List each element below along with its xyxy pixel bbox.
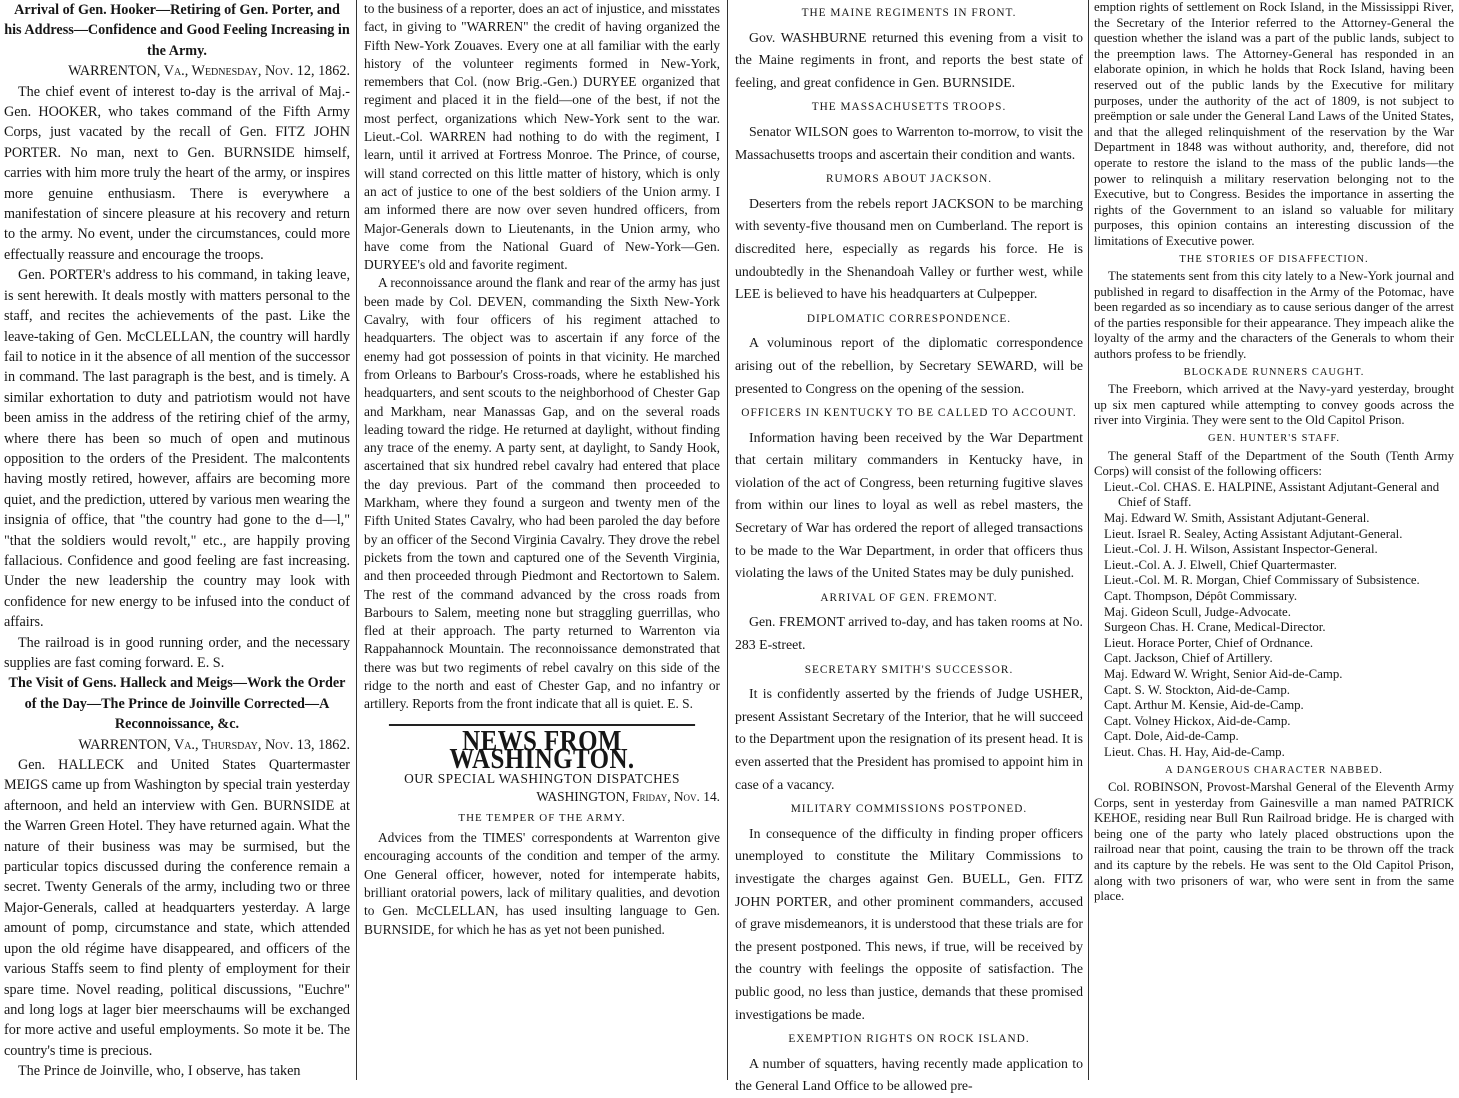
paragraph: Gov. WASHBURNE returned this evening from a visit to the Maine regiments in front, and reports the best state of feeling, and great confidence in Gen. BURNSIDE.	[735, 29, 1083, 90]
paragraph: The chief event of interest to-day is the arrival of Maj.-Gen. HOOKER, who takes command of the Fifth Army Corps, just vacated by the recall of Gen. FITZ JOHN PORTER. No man, next to Gen. BURNSIDE himself, carries with him more truly the heart of the army, or inspires more genuine enthusiasm. There is everywhere a manifestation of sincere pleasure at his recovery and return to the army. No event, under the circumstances, could more effectually reassure and encourage the troops.	[4, 83, 350, 263]
section-heading: THE TEMPER OF THE ARMY.	[458, 811, 626, 824]
section-heading: EXEMPTION RIGHTS ON ROCK ISLAND.	[788, 1033, 1030, 1046]
staff-list-item: Maj. Edward W. Wright, Senior Aid-de-Camp.	[1104, 666, 1343, 681]
paragraph: It is confidently asserted by the friends of Judge USHER, present Assistant Secretary of the Interior, that he will succeed to the Department upon the resignation of its present head. It is even asserted that the President has promised to appoint him in case of a vacancy.	[735, 686, 1083, 792]
dateline: WARRENTON, Va., Wednesday, Nov. 12, 1862.	[68, 63, 350, 80]
staff-list-item: Capt. Arthur M. Kensie, Aid-de-Camp.	[1104, 698, 1304, 713]
staff-list-item: Capt. Dole, Aid-de-Camp.	[1104, 729, 1239, 744]
newspaper-column-1	[4, 0, 350, 1080]
column-divider	[1088, 0, 1089, 1080]
paragraph: In consequence of the difficulty in finding proper officers unemployed to constitute the Military Commissions to investigate the charges against Gen. BUELL, Gen. FITZ JOHN PORTER, and other prominent commanders, accused of grave misdemeanors, it is understood that these trials are for the present postponed. This news, if true, will be received by the country with feelings the opposite of satisfaction. The public good, no less than justice, demands that these promised investigations be made.	[735, 825, 1083, 1022]
paragraph: Gen. FREMONT arrived to-day, and has taken rooms at No. 283 E-street.	[735, 614, 1083, 653]
column-divider	[727, 0, 728, 1080]
staff-list-item: Capt. Volney Hickox, Aid-de-Camp.	[1104, 713, 1291, 728]
staff-list-item: Lieut. Israel R. Sealey, Acting Assistant Adjutant-General.	[1104, 526, 1403, 541]
dateline: WARRENTON, Va., Thursday, Nov. 13, 1862.	[78, 736, 350, 753]
staff-list-item: Surgeon Chas. H. Crane, Medical-Director.	[1104, 620, 1326, 635]
paragraph: Gen. HALLECK and United States Quartermaster MEIGS came up from Washington by special train yesterday afternoon, and held an interview with Gen. BURNSIDE at the Warren Green Hotel. They have returned again. What the nature of their business was may be surmised, but the particular topics discussed during the conference remain a secret. Twenty Generals of the army, including two or three Major-Generals, called at headquarters yesterday. A large amount of pomp, circumstance and state, which attended upon the old régime have disappeared, and officers of the various Staffs seem to find plenty of employment for their spare time. Novel reading, political discussions, "Euchre" and long logs at lager bier meerschaums will be exchanged for more active and useful employments. So mote it be. The country's time is precious.	[4, 757, 350, 1059]
section-heading: BLOCKADE RUNNERS CAUGHT.	[1183, 366, 1365, 378]
staff-list-item: Lieut.-Col. J. H. Wilson, Assistant Inspector-General.	[1104, 542, 1378, 557]
section-heading: GEN. HUNTER'S STAFF.	[1207, 433, 1341, 445]
paragraph: The railroad is in good running order, and the necessary supplies are fast coming forward. E. S.	[4, 634, 350, 671]
paragraph: The general Staff of the Department of the South (Tenth Army Corps) will consist of the following officers:	[1094, 448, 1454, 479]
paragraph: A number of squatters, having recently made application to the General Land Office to be allowed pre-	[735, 1055, 1083, 1094]
staff-list-item: Maj. Edward W. Smith, Assistant Adjutant-General.	[1104, 511, 1370, 525]
staff-list-item: Capt. Jackson, Chief of Artillery.	[1104, 651, 1273, 666]
section-heading: OFFICERS IN KENTUCKY TO BE CALLED TO ACCOUNT.	[741, 407, 1077, 420]
paragraph: A voluminous report of the diplomatic correspondence arising out of the rebellion, by Secretary SEWARD, will be presented to Congress on the opening of the session.	[735, 335, 1083, 396]
section-heading: THE STORIES OF DISAFFECTION.	[1179, 253, 1369, 265]
staff-list-item: Lieut.-Col. M. R. Morgan, Chief Commissary of Subsistence.	[1104, 573, 1420, 588]
paragraph: Information having been received by the War Department that certain military commanders in Kentucky have, in violation of the act of Congress, been returning fugitive slaves from within our lines to loyal as well as rebel masters, the Secretary of War has ordered the report of alleged transactions to be made to the War Department, in order that officers thus violating the laws of the United States may be duly punished.	[735, 429, 1083, 581]
section-heading: DIPLOMATIC CORRESPONDENCE.	[806, 312, 1012, 325]
section-heading: SECRETARY SMITH'S SUCCESSOR.	[804, 663, 1014, 676]
continued-paragraph: emption rights of settlement on Rock Island, in the Mississippi River, the Secretary of the Interior referred to the Attorney-General the question whether the island was a part of the public lands, subject to the preemption laws. The Attorney-General has responded in an elaborate opinion, in which he holds that Rock Island, having been reserved out of the public lands by the Executive for military purposes, under the authority of the act of 1809, is not subject to preëmption or sale under the General Land Laws of the United States, and that the alleged relinquishment of the reservation by the War Department in 1848 was without authority, and, therefore, did not operate to restore the island to the mass of the public lands—the power to relinquish a military reservation belonging not to the Executive, but to Congress. Besides the importance in asserting the rights of the Government to an island so valuable for military purposes, this opinion contains an interesting discussion of the limitations of Executive power.	[1094, 0, 1454, 248]
newspaper-column-3	[735, 0, 1083, 1094]
paragraph: The statements sent from this city lately to a New-York journal and published in regard to disaffection in the Army of the Potomac, have been regarded as so incendiary as to cause serious danger of the arrest of the parties responsible for their appearance. They impeach alike the loyalty of the army and the characters of the Generals to whom their authors profess to be friendly.	[1094, 269, 1454, 362]
paragraph: Col. ROBINSON, Provost-Marshal General of the Eleventh Army Corps, sent in yesterday from Gainesville a man named PATRICK KEHOE, residing near Bull Run Railroad bridge. He is charged with being one of the party who lately placed obstructions upon the railroad near that point, causing the train to be thrown off the track and its capture by the rebels. He was sent to the Old Capitol Prison, along with two prisoners of war, who were sent in from the same place.	[1094, 780, 1454, 904]
staff-list-item: Maj. Gideon Scull, Judge-Advocate.	[1104, 604, 1291, 619]
staff-list-item: Lieut.-Col. A. J. Elwell, Chief Quartermaster.	[1104, 557, 1337, 572]
banner-subheading: OUR SPECIAL WASHINGTON DISPATCHES	[404, 771, 680, 787]
paragraph: The Freeborn, which arrived at the Navy-yard yesterday, brought up six men captured while attempting to convey goods across the river into Virginia. They were sent to the Old Capitol Prison.	[1094, 382, 1454, 428]
section-heading: RUMORS ABOUT JACKSON.	[825, 173, 993, 186]
staff-list-item: Capt. S. W. Stockton, Aid-de-Camp.	[1104, 682, 1290, 697]
section-heading: THE MAINE REGIMENTS IN FRONT.	[801, 7, 1017, 19]
section-heading: A DANGEROUS CHARACTER NABBED.	[1165, 764, 1383, 776]
paragraph: The Prince de Joinville, who, I observe, has taken	[18, 1063, 301, 1080]
staff-list-item: Lieut. Chas. H. Hay, Aid-de-Camp.	[1104, 744, 1285, 759]
section-heading: ARRIVAL OF GEN. FREMONT.	[820, 591, 998, 604]
paragraph: A reconnoissance around the flank and rear of the army has just been made by Col. DEVEN, commanding the Sixth New-York Cavalry, with four officers of his regiment attached to headquarters. The object was to ascertain if any force of the enemy had got possession of points in that vicinity. He marched from Orleans to Barbour's Cross-roads, where he established his headquarters, and sent scouts to the neighborhood of Chester Gap and Markham, near Manassas Gap, and on the several roads leading toward the ridge. He returned at daylight, without finding any trace of the enemy. A party sent, at daylight, to Sandy Hook, ascertained that six hundred rebel cavalry had entered that place the day previous. Part of the command then proceeded to Markham, where they found a surgeon and twenty men of the Fifth United States Cavalry, who had been paroled the day before by an officer of the Second Virginia Cavalry. They drove the rebel pickets from the town and captured one of the Seventh Virginia, and then proceeded through Piedmont and Rectortown to Salem. The rest of the command advanced by the cross roads from Barbours to Salem, meeting none but straggling guerrillas, who fled at their approach. The party returned to Warrenton via Rappahannock Mountain. The reconnoissance demonstrated that there was but two regiments of rebel cavalry on this side of the ridge to the north and east of Chester Gap, and no infantry or artillery. Reports from the front indicate that all is quiet. E. S.	[364, 275, 720, 712]
article-headline: The Visit of Gens. Halleck and Meigs—Work the Order of the Day—The Prince de Joinville Corrected—A Reconnoissance, &c.	[8, 675, 346, 733]
staff-list-item: Lieut. Horace Porter, Chief of Ordnance.	[1104, 635, 1314, 650]
column-divider	[356, 0, 357, 1080]
staff-list-item: Lieut.-Col. CHAS. E. HALPINE, Assistant Adjutant-General and Chief of Staff.	[1104, 479, 1440, 510]
newspaper-column-2	[364, 0, 720, 1080]
paragraph: Gen. PORTER's address to his command, in taking leave, is sent herewith. It deals mostly with matters personal to the staff, and recites the achievements of the past. Like the leave-taking of Gen. McCLELLAN, the country will hardly fail to notice in it the absence of all mention of the successor in command. The last paragraph is the best, and is timely. A similar exhortation to duty and patriotism would not have been amiss in the address of the retiring chief of the army, where there has been so much of open and mutinous opposition to the orders of the President. The malcontents having mostly retired, however, affairs are becoming more quiet, and the prediction, uttered by various men wearing the insignia of office, that "the country had gone to the d—l," "that the soldiers would revolt," etc., are happily proving fallacious. Confidence and good feeling are fast increasing. Under the new leadership the country may look with confidence for new energy to be infused into the conduct of affairs.	[4, 267, 350, 631]
paragraph: Advices from the TIMES' correspondents at Warrenton give encouraging accounts of the condition and temper of the army. One General officer, however, noted for intemperate habits, brilliant oratorial powers, lack of military qualities, and devotion to Gen. McCLELLAN, has used insulting language to Gen. BURNSIDE, for which he has as yet not been punished.	[364, 830, 720, 937]
continued-paragraph: to the business of a reporter, does an act of injustice, and misstates fact, in giving to "WARREN" the credit of having organized the Fifth New-York Zouaves. Every one at all familiar with the early history of the volunteer regiments formed in New-York, remembers that Col. (now Brig.-Gen.) DURYEE organized that regiment and placed it in the field—one of the best, if not the most perfect, organizations which New-York sent to the war. Lieut.-Col. WARREN had nothing to do with the regiment, I learn, until it arrived at Fortress Monroe. The Prince, of course, will stand corrected on this little matter of history, which is only an act of justice to one of the best soldiers of the Union army. I am informed there are now over seven hundred officers, from Major-Generals down to Lieutenants, in the Union army, who have come from the National Guard of New-York—Gen. DURYEE's old and favorite regiment.	[364, 1, 720, 273]
staff-list-item: Capt. Thompson, Dépôt Commissary.	[1104, 588, 1298, 603]
article-headline: Arrival of Gen. Hooker—Retiring of Gen. Porter, and his Address—Confidence and Good Feeling Increasing in the Army.	[4, 2, 350, 59]
dateline: WASHINGTON, Friday, Nov. 14.	[536, 789, 720, 805]
newspaper-column-4	[1094, 0, 1454, 1080]
section-heading: MILITARY COMMISSIONS POSTPONED.	[790, 803, 1028, 816]
paragraph: Deserters from the rebels report JACKSON to be marching with seventy-five thousand men on Cumberland. The report is discredited here, especially as regards his force. He is undoubtedly in the Shenandoah Valley or further west, while LEE is believed to have his headquarters at Culpepper.	[735, 195, 1083, 302]
section-heading: THE MASSACHUSETTS TROOPS.	[811, 101, 1007, 114]
paragraph: Senator WILSON goes to Warrenton to-morrow, to visit the Massachusetts troops and ascertain their condition and wants.	[735, 123, 1083, 162]
page-banner-headline: NEWS FROM WASHINGTON.	[389, 724, 695, 769]
